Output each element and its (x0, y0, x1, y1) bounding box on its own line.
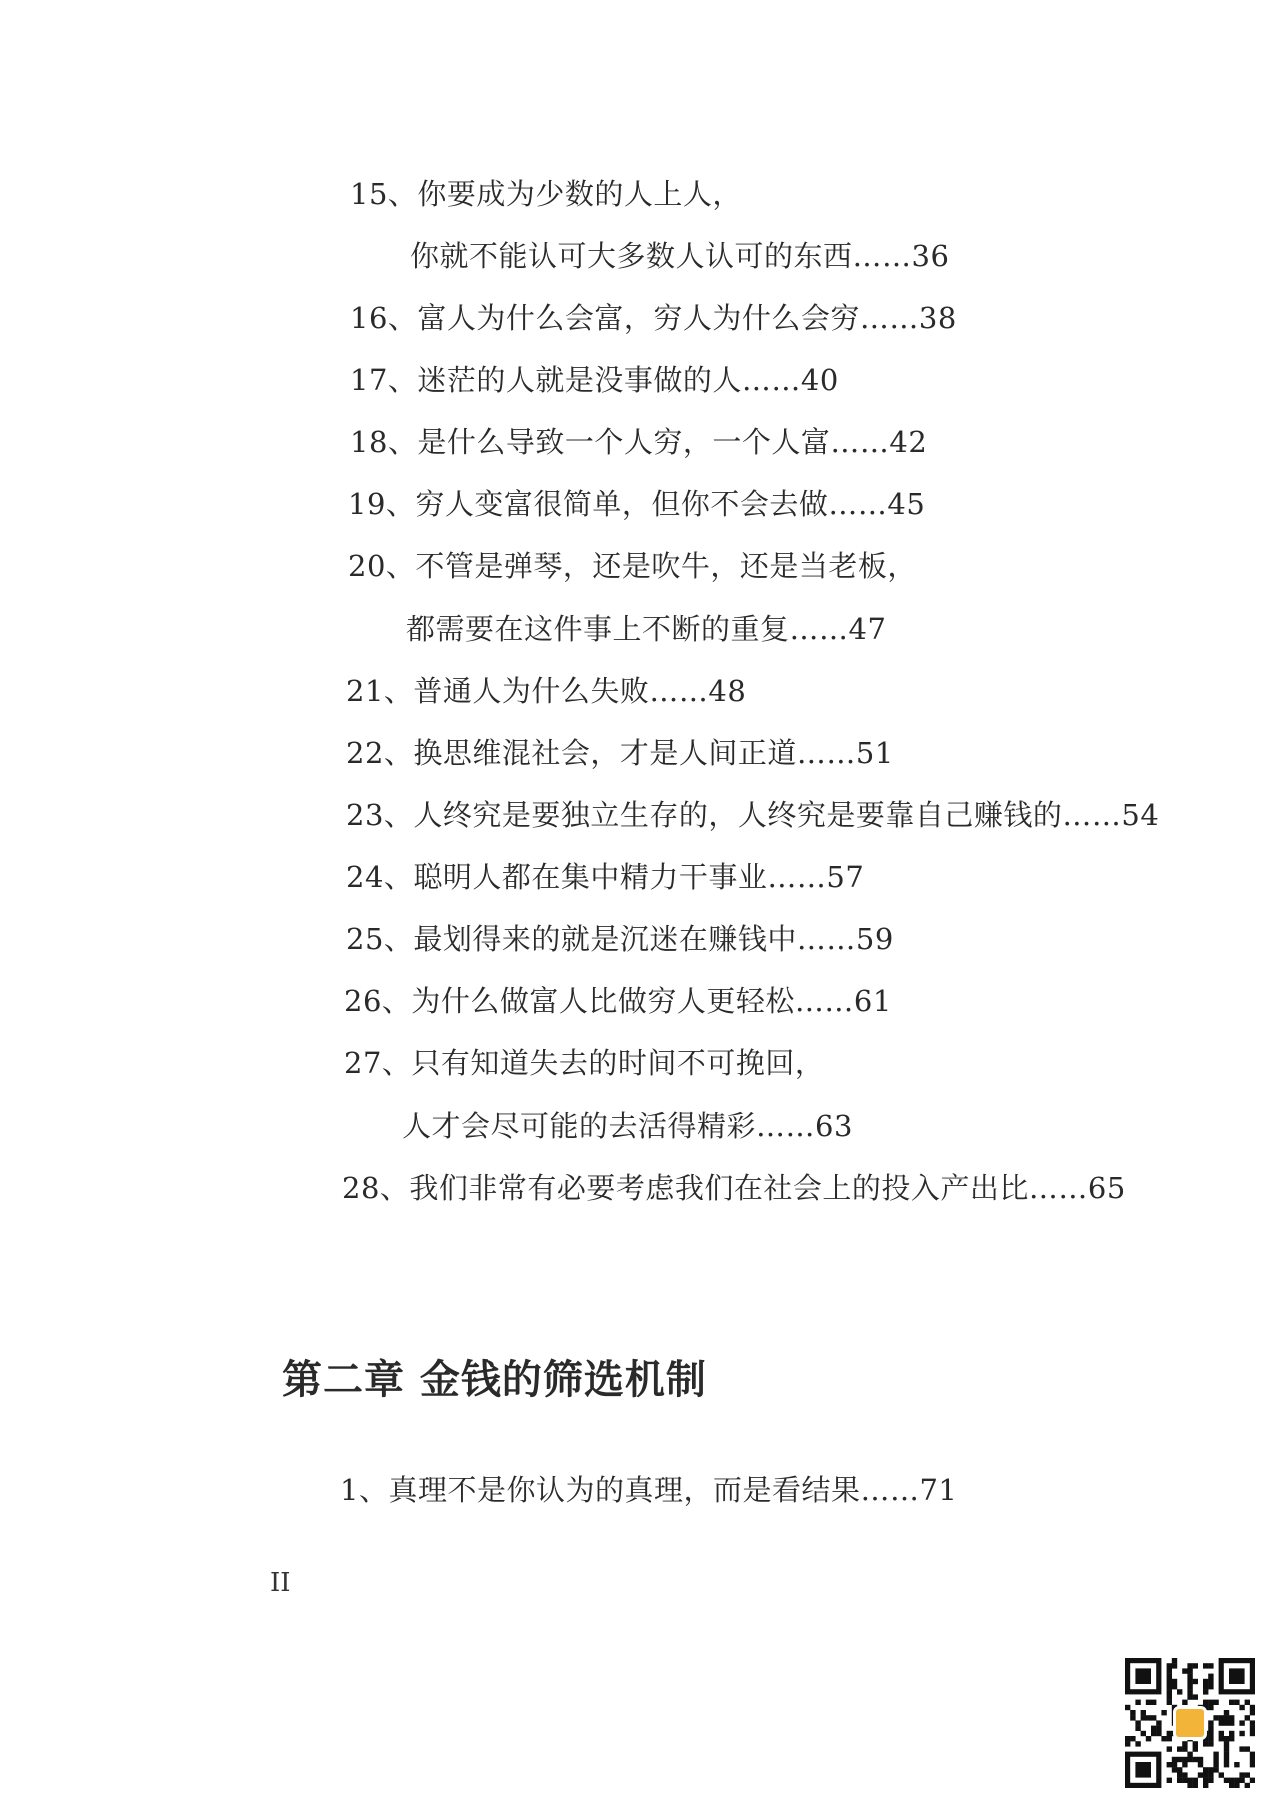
qr-badge-icon (1173, 1706, 1207, 1740)
qr-code-icon (1125, 1658, 1255, 1788)
toc-entry-20-line2: 都需要在这件事上不断的重复……47 (406, 612, 887, 646)
chapter-heading: 第二章 金钱的筛选机制 (282, 1357, 707, 1403)
toc-entry-23: 23、人终究是要独立生存的，人终究是要靠自己赚钱的……54 (346, 798, 1160, 832)
toc-entry-28: 28、我们非常有必要考虑我们在社会上的投入产出比……65 (342, 1171, 1126, 1205)
chapter2-entry-1: 1、真理不是你认为的真理，而是看结果……71 (340, 1473, 958, 1507)
toc-entry-27-line1: 27、只有知道失去的时间不可挽回， (344, 1046, 825, 1080)
toc-entry-24: 24、聪明人都在集中精力干事业……57 (346, 860, 865, 894)
page-number: II (270, 1568, 291, 1598)
toc-entry-17: 17、迷茫的人就是没事做的人……40 (350, 363, 839, 397)
toc-entry-15-line2: 你就不能认可大多数人认可的东西……36 (410, 239, 950, 273)
toc-entry-25: 25、最划得来的就是沉迷在赚钱中……59 (346, 922, 894, 956)
toc-entry-15-line1: 15、你要成为少数的人上人， (350, 177, 742, 211)
toc-entry-26: 26、为什么做富人比做穷人更轻松……61 (344, 984, 892, 1018)
toc-entry-22: 22、换思维混社会，才是人间正道……51 (346, 736, 894, 770)
toc-entry-27-line2: 人才会尽可能的去活得精彩……63 (402, 1109, 853, 1143)
toc-entry-18: 18、是什么导致一个人穷，一个人富……42 (350, 425, 928, 459)
toc-entry-21: 21、普通人为什么失败……48 (346, 674, 747, 708)
toc-entry-20-line1: 20、不管是弹琴，还是吹牛，还是当老板， (348, 549, 917, 583)
toc-entry-19: 19、穷人变富很简单，但你不会去做……45 (348, 487, 926, 521)
toc-entry-16: 16、富人为什么会富，穷人为什么会穷……38 (350, 301, 957, 335)
